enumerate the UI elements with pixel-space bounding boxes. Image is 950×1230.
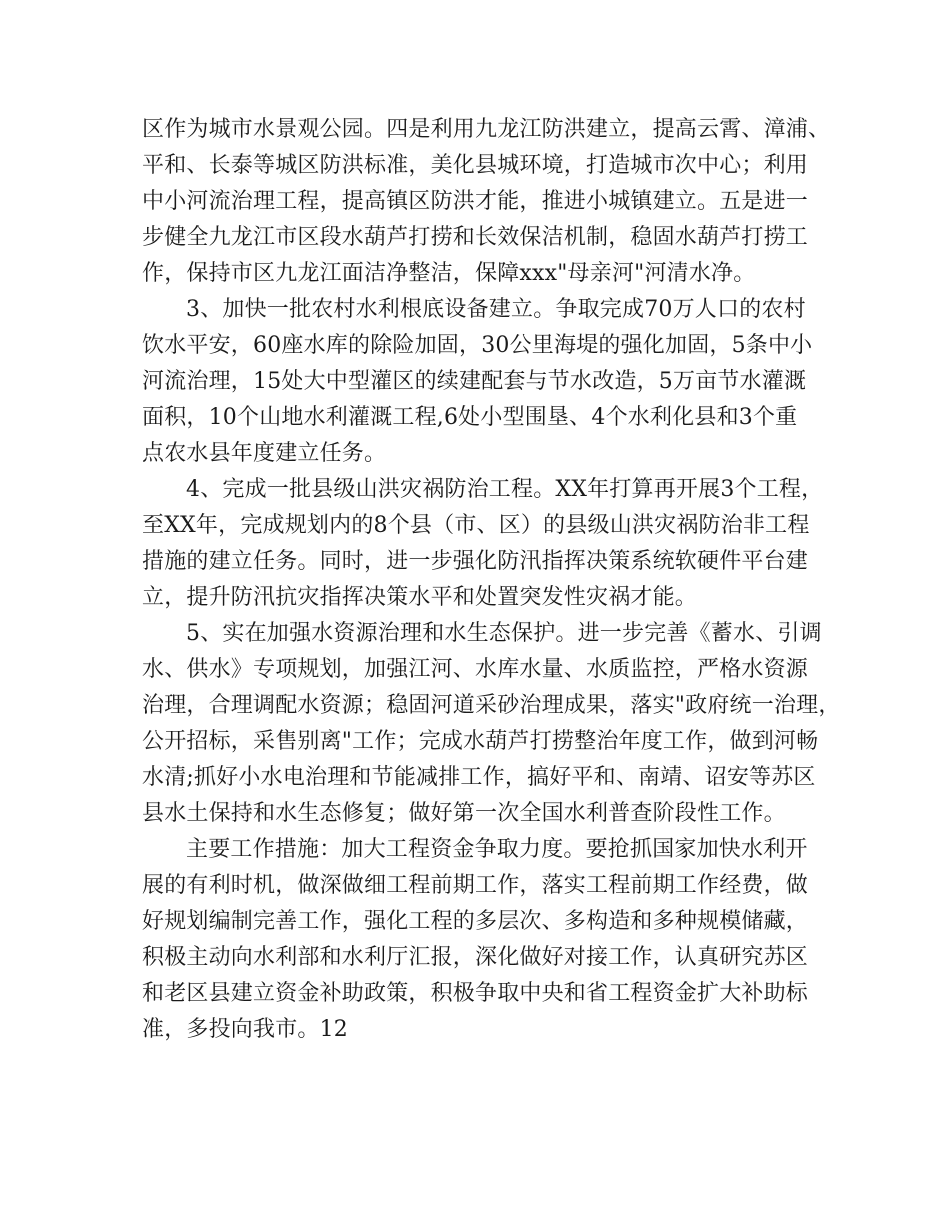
text-line: 水、供水》专项规划，加强江河、水库水量、水质监控，严格水资源: [142, 657, 809, 682]
text-line: 措施的建立任务。同时，进一步强化防汛指挥决策系统软硬件平台建: [142, 549, 809, 574]
text-line: 区作为城市水景观公园。四是利用九龙江防洪建立，提高云霄、漳浦、: [142, 117, 831, 142]
paragraph-item-3: [142, 292, 842, 472]
text-line: 平和、长泰等城区防洪标准，美化县城环境，打造城市次中心；利用: [142, 153, 809, 178]
paragraph-main-measures: [142, 832, 842, 1048]
text-line: 中小河流治理工程，提高镇区防洪才能，推进小城镇建立。五是进一: [142, 189, 809, 214]
text-line: 3、加快一批农村水利根底设备建立。争取完成70万人口的农村: [186, 297, 806, 322]
text-line: 水清;抓好小水电治理和节能减排工作，搞好平和、南靖、诏安等苏区: [142, 765, 816, 790]
text-line: 准，多投向我市。12: [142, 1017, 348, 1042]
text-line: 饮水平安，60座水库的除险加固，30公里海堤的强化加固，5条中小: [142, 333, 813, 358]
text-line: 至XX年，完成规划内的8个县（市、区）的县级山洪灾祸防治非工程: [142, 513, 810, 538]
text-line: 步健全九龙江市区段水葫芦打捞和长效保洁机制，稳固水葫芦打捞工: [142, 225, 809, 250]
document-page: [142, 112, 842, 1048]
text-line: 作，保持市区九龙江面洁净整洁，保障xxx"母亲河"河清水净。: [142, 261, 756, 286]
text-line: 面积，10个山地水利灌溉工程,6处小型围垦、4个水利化县和3个重: [142, 405, 798, 430]
text-line: 点农水县年度建立任务。: [142, 441, 387, 466]
text-line: 治理，合理调配水资源；稳固河道采砂治理成果，落实"政府统一治理，: [142, 693, 841, 718]
text-line: 和老区县建立资金补助政策，积极争取中央和省工程资金扩大补助标: [142, 981, 809, 1006]
text-line: 积极主动向水利部和水利厅汇报，深化做好对接工作，认真研究苏区: [142, 945, 809, 970]
paragraph-continuation: [142, 112, 842, 292]
text-line: 立，提升防汛抗灾指挥决策水平和处置突发性灾祸才能。: [142, 585, 698, 610]
text-line: 主要工作措施：加大工程资金争取力度。要抢抓国家加快水利开: [186, 837, 808, 862]
text-line: 5、实在加强水资源治理和水生态保护。进一步完善《蓄水、引调: [186, 621, 822, 646]
text-line: 展的有利时机，做深做细工程前期工作，落实工程前期工作经费，做: [142, 873, 809, 898]
paragraph-item-4: [142, 472, 842, 616]
text-line: 好规划编制完善工作，强化工程的多层次、多构造和多种规模储藏，: [142, 909, 809, 934]
paragraph-item-5: [142, 616, 842, 832]
text-line: 县水土保持和水生态修复；做好第一次全国水利普查阶段性工作。: [142, 801, 786, 826]
text-line: 河流治理，15处大中型灌区的续建配套与节水改造，5万亩节水灌溉: [142, 369, 807, 394]
text-line: 公开招标，采售别离"工作；完成水葫芦打捞整治年度工作，做到河畅: [142, 729, 819, 754]
text-line: 4、完成一批县级山洪灾祸防治工程。XX年打算再开展3个工程，: [186, 477, 824, 502]
